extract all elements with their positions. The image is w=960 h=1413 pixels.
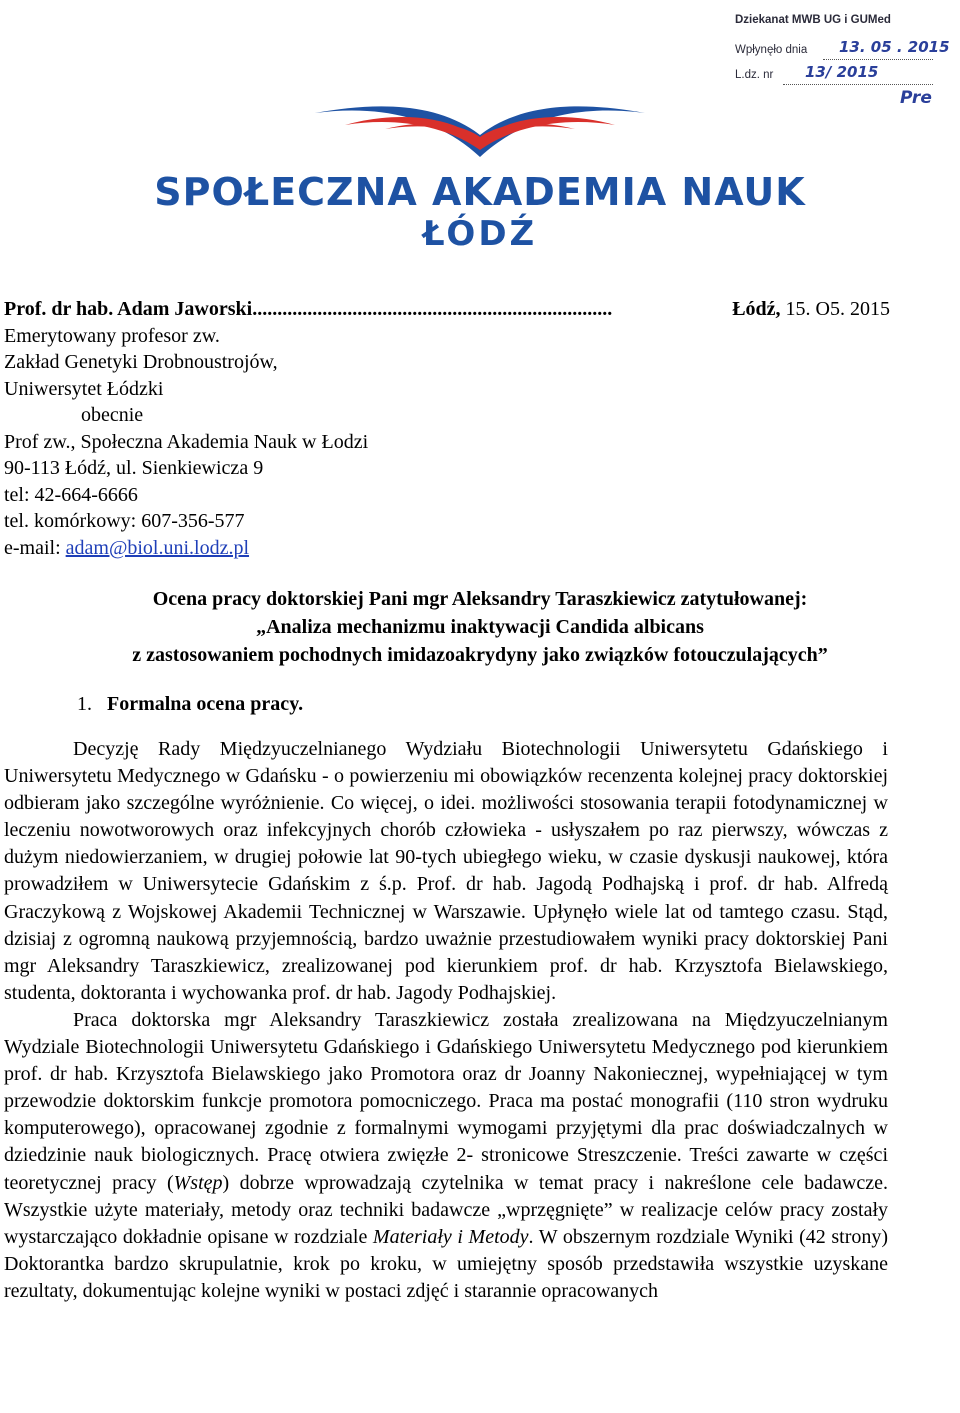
author-dots: ........................................................................ bbox=[252, 298, 613, 320]
title-line: Ocena pracy doktorskiej Pani mgr Aleksandry Taraszkiewicz zatytułowanej: bbox=[152, 588, 808, 610]
stamp-received-label: Wpłynęło dnia bbox=[735, 44, 808, 56]
paragraph: Decyzję Rady Międzyuczelnianego Wydziału Biotechnologii Uniwersytetu Gdańskiego i Uniwersytetu Medycznego w Gdańsku - o powierzeniu mi obowiązków recenzenta kolejnej pracy doktorskiej odbieram jako szczególne wyróżnienie. Co więcej, o idei. możliwości stosowania terapii fotodynamicznej w leczeniu nowotworowych oraz infekcyjnych chorób człowieka - usłyszałem po raz pierwszy, wówczas z dużym niedowierzaniem, w drugiej połowie lat 90-tych ubiegłego wieku, w czasie dyskusji naukowej, która prowadziłem w Uniwersytecie Gdańskim z ś.p. Prof. dr hab. Jagodą Podhajską i prof. dr hab. Alfredą Graczykową z Wojskowej Akademii Technicznej w Warszawie. Upłynęło wiele lat od tamtego czasu. Stąd, dzisiaj z ogromną naukową przyjemnością, bardzo uważnie przestudiowałem wyniki pracy doktorskiej Pani mgr Aleksandry Taraszkiewicz, zrealizowanej pod kierunkiem prof. dr hab. Krzysztofa Bielawskiego, studenta, doktoranta i wychowanka prof. dr hab. Jagody Podhajskiej. bbox=[4, 738, 888, 1004]
stamp-number-line bbox=[783, 84, 933, 85]
received-stamp bbox=[735, 14, 950, 114]
paragraph bbox=[4, 1007, 888, 1305]
header-line: 90-113 Łódź, ul. Sienkiewicza 9 bbox=[4, 457, 264, 479]
logo-name: SPOŁECZNA AKADEMIA NAUK bbox=[154, 170, 806, 214]
header-now: obecnie bbox=[81, 404, 144, 426]
logo-book-icon bbox=[315, 95, 645, 165]
review-title bbox=[0, 585, 960, 669]
paragraph-text: ) dobrze wprowadzają czytelnika w temat pracy i nakreślone cele badawcze. Wszystkie użyte materiały, metody oraz techniki badawcze „wprzęgnięte” w realizacje celów pracy zostały wystarczająco dokładnie opisane w rozdziale bbox=[4, 1171, 888, 1248]
paragraph-italic: Wstęp bbox=[173, 1171, 223, 1194]
date-place: Łódź, bbox=[732, 298, 781, 320]
header-line: Uniwersytet Łódzki bbox=[4, 377, 164, 400]
paragraph-italic: Materiały i Metody bbox=[372, 1225, 529, 1248]
email-label: e-mail: bbox=[4, 536, 66, 559]
stamp-office: Dziekanat MWB UG i GUMed bbox=[735, 14, 891, 26]
stamp-signature: Pre bbox=[900, 88, 932, 108]
stamp-date-line bbox=[823, 59, 933, 60]
header-line: Prof zw., Społeczna Akademia Nauk w Łodzi bbox=[4, 430, 369, 453]
section-heading bbox=[77, 693, 303, 716]
header-line: tel: 42-664-6666 bbox=[4, 483, 138, 506]
paragraph-text: . W obszernym rozdziale Wyniki (42 strony) Doktorantka bardzo skrupulatnie, krok po kroku, w umiejętny sposób przedstawiła wszystkie uzyskane rezultaty, dokumentując kolejne wyniki w postaci zdjęć i starannie opracowanych bbox=[4, 1225, 889, 1302]
stamp-received-date: 13. 05 . 2015 bbox=[839, 38, 950, 56]
author-name: Prof. dr hab. Adam Jaworski bbox=[4, 298, 253, 320]
header-line: tel. komórkowy: 607-356-577 bbox=[4, 510, 245, 532]
title-line: z zastosowaniem pochodnych imidazoakrydyny jako związków fotouczulających” bbox=[132, 644, 828, 666]
title-line: „Analiza mechanizmu inaktywacji Candida albicans bbox=[256, 616, 704, 638]
author-line bbox=[4, 296, 890, 323]
header-line: Emerytowany profesor zw. bbox=[4, 324, 220, 347]
review-body bbox=[4, 736, 888, 1305]
letter-date: 15. O5. 2015 bbox=[785, 298, 890, 320]
letter-header bbox=[4, 296, 890, 561]
section-number: 1. bbox=[77, 693, 92, 715]
header-line: Zakład Genetyki Drobnoustrojów, bbox=[4, 351, 278, 373]
paragraph-text: Praca doktorska mgr Aleksandry Taraszkiewicz została zrealizowana na Międzyuczelnianym Wydziale Biotechnologii Uniwersytetu Gdańskiego i Gdańskiego Uniwersytetu Medycznego pod kierunkiem prof. dr hab. Krzysztofa Bielawskiego jako Promotora oraz dr Joanny Nakoniecznej, wypełniającej w tym przewodzie doktorskim funkcje promotora pomocniczego. Praca ma postać monografii (110 stron wydruku komputerowego), opracowanej zgodnie z formalnymi wymogami przyjętymi dla prac doświadczalnych w dziedzinie nauk biologicznych. Pracę otwiera zwięzłe 2- stronicowe Streszczenie. Treści zawarte w części teoretycznej pracy ( bbox=[4, 1008, 888, 1194]
stamp-number-label: L.dz. nr bbox=[735, 69, 774, 81]
logo-city: ŁÓDŹ bbox=[422, 214, 538, 254]
email-line bbox=[4, 535, 890, 562]
section-title: Formalna ocena pracy. bbox=[107, 693, 304, 715]
email-link[interactable]: adam@biol.uni.lodz.pl bbox=[65, 536, 250, 559]
stamp-number-value: 13/ 2015 bbox=[805, 63, 879, 81]
